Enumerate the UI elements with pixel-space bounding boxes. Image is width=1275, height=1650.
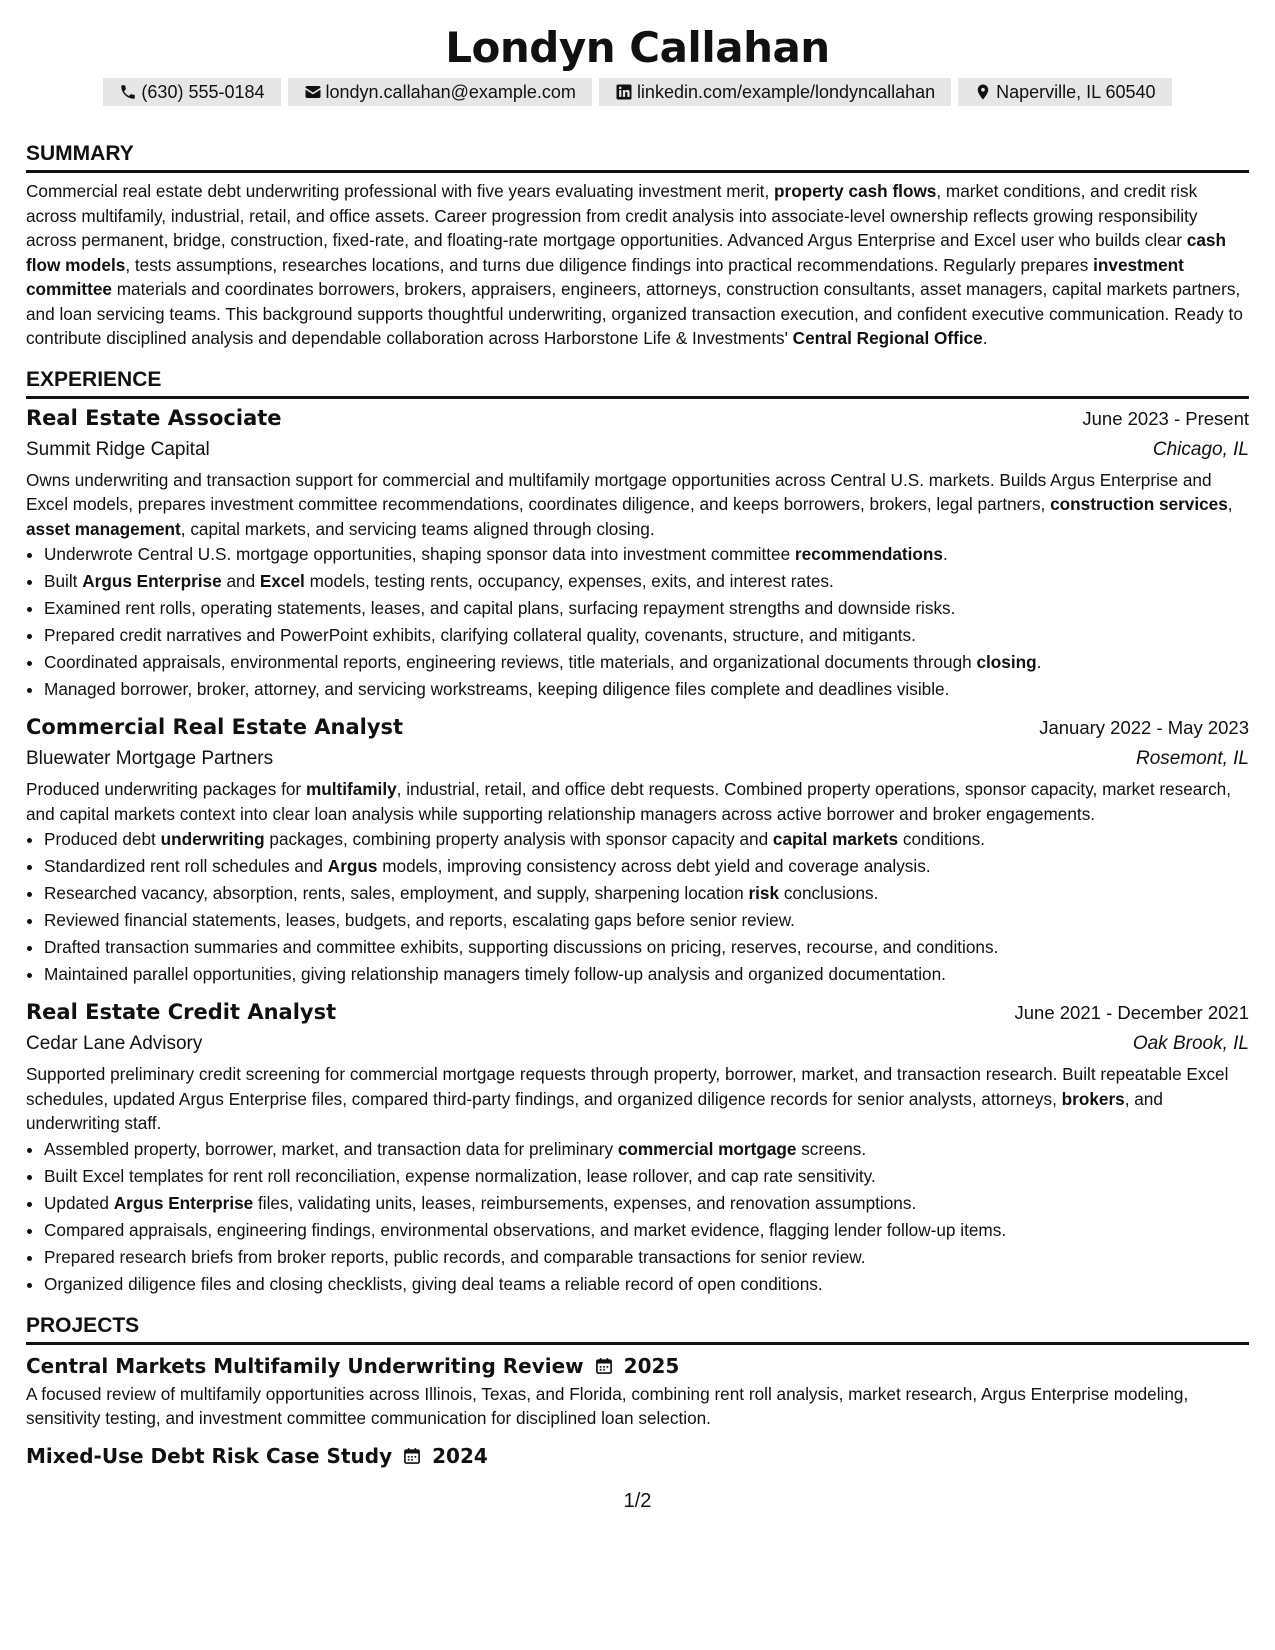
emphasis-text: Argus [327, 856, 378, 876]
bullet-item [44, 1136, 1249, 1163]
summary-text [26, 179, 1249, 351]
emphasis-text: property cash flows [774, 181, 937, 201]
bullet-item [44, 568, 1249, 595]
job-title: Real Estate Credit Analyst [26, 1000, 337, 1024]
text-run: Commercial real estate debt underwriting professional with five years evaluating investment merit, [26, 181, 774, 201]
project-entry [26, 1351, 1249, 1431]
job-entry [26, 712, 1249, 988]
text-run: , and underwriting staff. [26, 1088, 1163, 1133]
text-run: Assembled property, borrower, market, and transaction data for preliminary [44, 1138, 618, 1159]
emphasis-text: risk [748, 883, 780, 903]
text-run: . [1036, 652, 1042, 672]
bullet-item [44, 1244, 1249, 1271]
experience-heading: EXPERIENCE [26, 366, 1249, 399]
contact-linkedin-text: linkedin.com/example/londyncallahan [636, 82, 936, 102]
bullet-item [44, 907, 1249, 934]
job-location: Rosemont, IL [1136, 748, 1249, 769]
emphasis-text: Central Regional Office [792, 328, 983, 348]
emphasis-text: closing [976, 652, 1037, 672]
text-run: Compared appraisals, engineering findings, environmental observations, and market evidence, flagging lender follow-up items. [44, 1219, 1007, 1240]
projects-section [26, 1312, 1249, 1471]
emphasis-text: underwriting [160, 829, 265, 849]
project-year: 2025 [623, 1353, 680, 1378]
project-title: Mixed-Use Debt Risk Case Study [26, 1443, 393, 1468]
text-run: Produced debt [44, 829, 161, 849]
experience-section [26, 366, 1249, 1298]
text-run: Researched vacancy, absorption, rents, sales, employment, and supply, sharpening location [44, 883, 749, 903]
bullet-item [44, 622, 1249, 649]
text-run: Produced underwriting packages for [26, 779, 306, 799]
resume-page [26, 22, 1249, 1471]
text-run: , tests assumptions, researches locations, and turns due diligence findings into practical recommendations. Regularly prepares [125, 254, 1094, 275]
text-run: , [1227, 494, 1233, 514]
company-name: Bluewater Mortgage Partners [26, 748, 274, 769]
emphasis-text: Argus Enterprise [82, 571, 222, 591]
text-run: and [221, 571, 260, 591]
text-run: models, testing rents, occupancy, expenses, exits, and interest rates. [304, 571, 834, 591]
emphasis-text: investment committee [26, 254, 1184, 299]
envelope-icon [304, 83, 322, 101]
contact-phone[interactable] [103, 78, 280, 106]
contact-linkedin[interactable] [599, 78, 951, 106]
emphasis-text: multifamily [305, 779, 397, 799]
candidate-name: Londyn Callahan [445, 23, 830, 72]
text-run: . [942, 544, 948, 564]
text-run: Examined rent rolls, operating statements, leases, and capital plans, surfacing repayment strengths and downside risks. [44, 598, 956, 618]
bullet-item [44, 880, 1249, 907]
job-location: Chicago, IL [1152, 438, 1249, 460]
contact-bar [26, 78, 1249, 106]
job-bullets [26, 826, 1249, 988]
bullet-item [44, 934, 1249, 961]
linkedin-icon [615, 83, 633, 101]
job-location: Oak Brook, IL [1132, 1033, 1249, 1054]
company-name: Summit Ridge Capital [26, 438, 210, 460]
bullet-item [44, 676, 1249, 703]
text-run: Built [44, 571, 83, 591]
emphasis-text: Argus Enterprise [113, 1192, 254, 1213]
text-run: Reviewed financial statements, leases, budgets, and reports, escalating gaps before senior review. [44, 910, 795, 930]
text-run: . [982, 328, 988, 348]
bullet-item [44, 1271, 1249, 1298]
text-run: Drafted transaction summaries and committee exhibits, supporting discussions on pricing, reserves, recourse, and conditions. [44, 937, 999, 957]
text-run: , capital markets, and servicing teams aligned through closing. [180, 518, 655, 539]
text-run: Updated [44, 1192, 114, 1213]
job-dates: January 2022 - May 2023 [1039, 717, 1249, 738]
summary-heading: SUMMARY [26, 140, 1249, 173]
contact-location-text: Naperville, IL 60540 [996, 82, 1156, 102]
emphasis-text: Excel [259, 571, 305, 591]
project-description: A focused review of multifamily opportunities across Illinois, Texas, and Florida, combining rent roll analysis, market research, Argus Enterprise modeling, sensitivity testing, and investment committee communication for disciplined loan selection. [26, 1383, 1189, 1428]
bullet-item [44, 853, 1249, 880]
text-run: Prepared research briefs from broker reports, public records, and comparable transactions for senior review. [44, 1246, 866, 1267]
company-name: Cedar Lane Advisory [26, 1033, 203, 1054]
summary-section [26, 140, 1249, 351]
text-run: , market conditions, and credit risk across multifamily, industrial, retail, and office assets. Career progression from credit analysis into associate-level ownership reflects growing responsibility across permanent, bridge, construction, fixed-rate, and floating-rate mortgage opportunities. Advanced Argus Enterprise and Excel user who builds clear [26, 181, 1198, 250]
contact-email[interactable] [288, 78, 592, 106]
text-run: conditions. [898, 829, 986, 849]
emphasis-text: brokers [1061, 1088, 1125, 1109]
project-entry [26, 1441, 1249, 1471]
bullet-item [44, 1190, 1249, 1217]
text-run: packages, combining property analysis with sponsor capacity and [264, 829, 773, 849]
job-summary [26, 1062, 1249, 1136]
bullet-item [44, 1217, 1249, 1244]
bullet-item [44, 1163, 1249, 1190]
job-summary [26, 777, 1249, 826]
job-entry [26, 403, 1249, 704]
contact-phone-text: (630) 555-0184 [141, 82, 265, 102]
job-dates: June 2021 - December 2021 [1014, 1002, 1249, 1023]
project-year: 2024 [432, 1443, 488, 1468]
text-run: models, improving consistency across debt yield and coverage analysis. [377, 856, 931, 876]
text-run: Prepared credit narratives and PowerPoint exhibits, clarifying collateral quality, covenants, structure, and mitigants. [44, 625, 916, 645]
text-run: screens. [796, 1138, 867, 1159]
text-run: Owns underwriting and transaction support for commercial and multifamily mortgage opportunities across Central U.S. markets. Builds Argus Enterprise and Excel models, prepares investment committee recommendations, coordinates diligence, and keeps borrowers, brokers, legal partners, [26, 469, 1212, 514]
job-entry [26, 997, 1249, 1298]
job-bullets [26, 541, 1249, 703]
text-run: Managed borrower, broker, attorney, and servicing workstreams, keeping diligence files complete and deadlines visible. [44, 679, 950, 699]
emphasis-text: asset management [26, 518, 181, 539]
text-run: Organized diligence files and closing checklists, giving deal teams a reliable record of open conditions. [44, 1273, 823, 1294]
job-title: Commercial Real Estate Analyst [26, 715, 404, 739]
text-run: Built Excel templates for rent roll reconciliation, expense normalization, lease rollover, and cap rate sensitivity. [44, 1165, 876, 1186]
text-run: conclusions. [779, 883, 879, 903]
bullet-item [44, 826, 1249, 853]
job-dates: June 2023 - Present [1082, 407, 1249, 429]
text-run: materials and coordinates borrowers, brokers, appraisers, engineers, attorneys, construction consultants, asset managers, capital markets partners, and loan servicing teams. This background supports thoughtful underwriting, organized transaction execution, and confident executive communication. Ready to contribute disciplined analysis and dependable collaboration across Harborstone Life & Investments' [26, 279, 1243, 348]
emphasis-text: capital markets [772, 829, 899, 849]
phone-icon [119, 83, 137, 101]
calendar-icon [402, 1446, 422, 1466]
contact-email-text: londyn.callahan@example.com [325, 82, 576, 102]
projects-heading: PROJECTS [26, 1312, 1249, 1345]
contact-location [958, 78, 1171, 106]
bullet-item [44, 595, 1249, 622]
job-title: Real Estate Associate [26, 405, 282, 430]
map-pin-icon [974, 83, 992, 101]
job-bullets [26, 1136, 1249, 1298]
emphasis-text: commercial mortgage [617, 1138, 797, 1159]
bullet-item [44, 649, 1249, 676]
text-run: Supported preliminary credit screening for commercial mortgage requests through property, borrower, market, and transaction research. Built repeatable Excel schedules, updated Argus Enterprise files, compared third-party findings, and organized diligence records for senior analysts, attorneys, [26, 1064, 1229, 1109]
text-run: , industrial, retail, and office debt requests. Combined property operations, sponsor capacity, market research, and capital markets context into clear loan analysis while supporting relationship managers across active borrower and broker engagements. [26, 779, 1232, 824]
project-title: Central Markets Multifamily Underwriting Review [26, 1353, 584, 1378]
job-summary [26, 468, 1249, 542]
text-run: Maintained parallel opportunities, giving relationship managers timely follow-up analysis and organized documentation. [44, 964, 946, 984]
bullet-item [44, 961, 1249, 988]
text-run: Underwrote Central U.S. mortgage opportunities, shaping sponsor data into investment committee [44, 544, 795, 564]
calendar-icon [594, 1356, 614, 1376]
emphasis-text: cash flow models [26, 230, 1226, 275]
emphasis-text: recommendations [794, 544, 943, 564]
bullet-item [44, 541, 1249, 568]
page-indicator: 1/2 [623, 1490, 652, 1512]
text-run: files, validating units, leases, reimbursements, expenses, and renovation assumptions. [253, 1192, 917, 1213]
emphasis-text: construction services [1050, 494, 1228, 514]
text-run: Coordinated appraisals, environmental reports, engineering reviews, title materials, and organizational documents through [44, 652, 977, 672]
text-run: Standardized rent roll schedules and [44, 856, 328, 876]
